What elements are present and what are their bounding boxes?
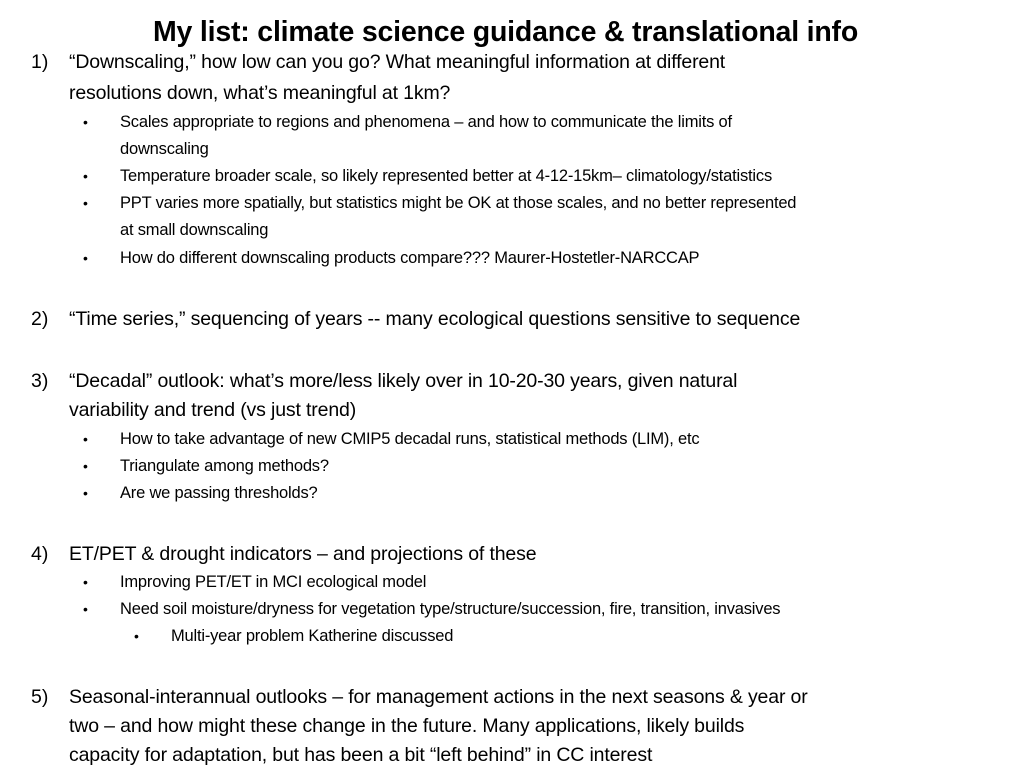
item-1-bullet-3-line-1: PPT varies more spatially, but statistics might be OK at those scales, and no better represented (120, 194, 797, 212)
item-3-bullet-3-glyph: • (83, 485, 88, 501)
item-4-bullet-1-glyph: • (83, 574, 88, 590)
item-1-line-2: resolutions down, what’s meaningful at 1km? (69, 82, 451, 104)
item-4-line-1: ET/PET & drought indicators – and projections of these (69, 543, 537, 565)
item-3-bullet-3-line-1: Are we passing thresholds? (120, 484, 318, 502)
item-1-bullet-4-line-1: How do different downscaling products compare??? Maurer-Hostetler-NARCCAP (120, 249, 700, 267)
item-3-bullet-2-glyph: • (83, 458, 88, 474)
item-4-number: 4) (31, 543, 49, 565)
item-4-bullet-2-line-1: Need soil moisture/dryness for vegetation type/structure/succession, fire, transition, invasives (120, 600, 781, 618)
item-3-line-2: variability and trend (vs just trend) (69, 399, 357, 421)
item-3-line-1: “Decadal” outlook: what’s more/less likely over in 10-20-30 years, given natural (69, 370, 738, 392)
item-3-bullet-2-line-1: Triangulate among methods? (120, 457, 329, 475)
item-5-line-1: Seasonal-interannual outlooks – for management actions in the next seasons & year or (69, 686, 808, 708)
item-1-bullet-3-line-2: at small downscaling (120, 221, 269, 239)
slide-title: My list: climate science guidance & translational info (153, 16, 859, 48)
item-1-line-1: “Downscaling,” how low can you go? What meaningful information at different (69, 51, 726, 73)
item-1-bullet-2-line-1: Temperature broader scale, so likely represented better at 4-12-15km– climatology/statistics (120, 167, 772, 185)
item-5-number: 5) (31, 686, 49, 708)
item-5-line-2: two – and how might these change in the future. Many applications, likely builds (69, 715, 745, 737)
item-1-bullet-2-glyph: • (83, 168, 88, 184)
item-4-subbullet-1-line-1: Multi-year problem Katherine discussed (171, 627, 454, 645)
item-3-bullet-1-glyph: • (83, 431, 88, 447)
item-3-bullet-1-line-1: How to take advantage of new CMIP5 decadal runs, statistical methods (LIM), etc (120, 430, 700, 448)
item-1-number: 1) (31, 51, 49, 73)
item-1-bullet-3-glyph: • (83, 195, 88, 211)
item-4-subbullet-1-glyph: • (134, 628, 139, 644)
item-3-number: 3) (31, 370, 49, 392)
item-1-bullet-4-glyph: • (83, 250, 88, 266)
item-4-bullet-1-line-1: Improving PET/ET in MCI ecological model (120, 573, 427, 591)
item-2-number: 2) (31, 308, 49, 330)
item-5-line-3: capacity for adaptation, but has been a bit “left behind” in CC interest (69, 744, 653, 766)
item-1-bullet-1-line-1: Scales appropriate to regions and phenomena – and how to communicate the limits of (120, 113, 732, 131)
item-1-bullet-1-line-2: downscaling (120, 140, 209, 158)
item-2-line-1: “Time series,” sequencing of years -- many ecological questions sensitive to sequence (69, 308, 801, 330)
item-1-bullet-1-glyph: • (83, 114, 88, 130)
item-4-bullet-2-glyph: • (83, 601, 88, 617)
